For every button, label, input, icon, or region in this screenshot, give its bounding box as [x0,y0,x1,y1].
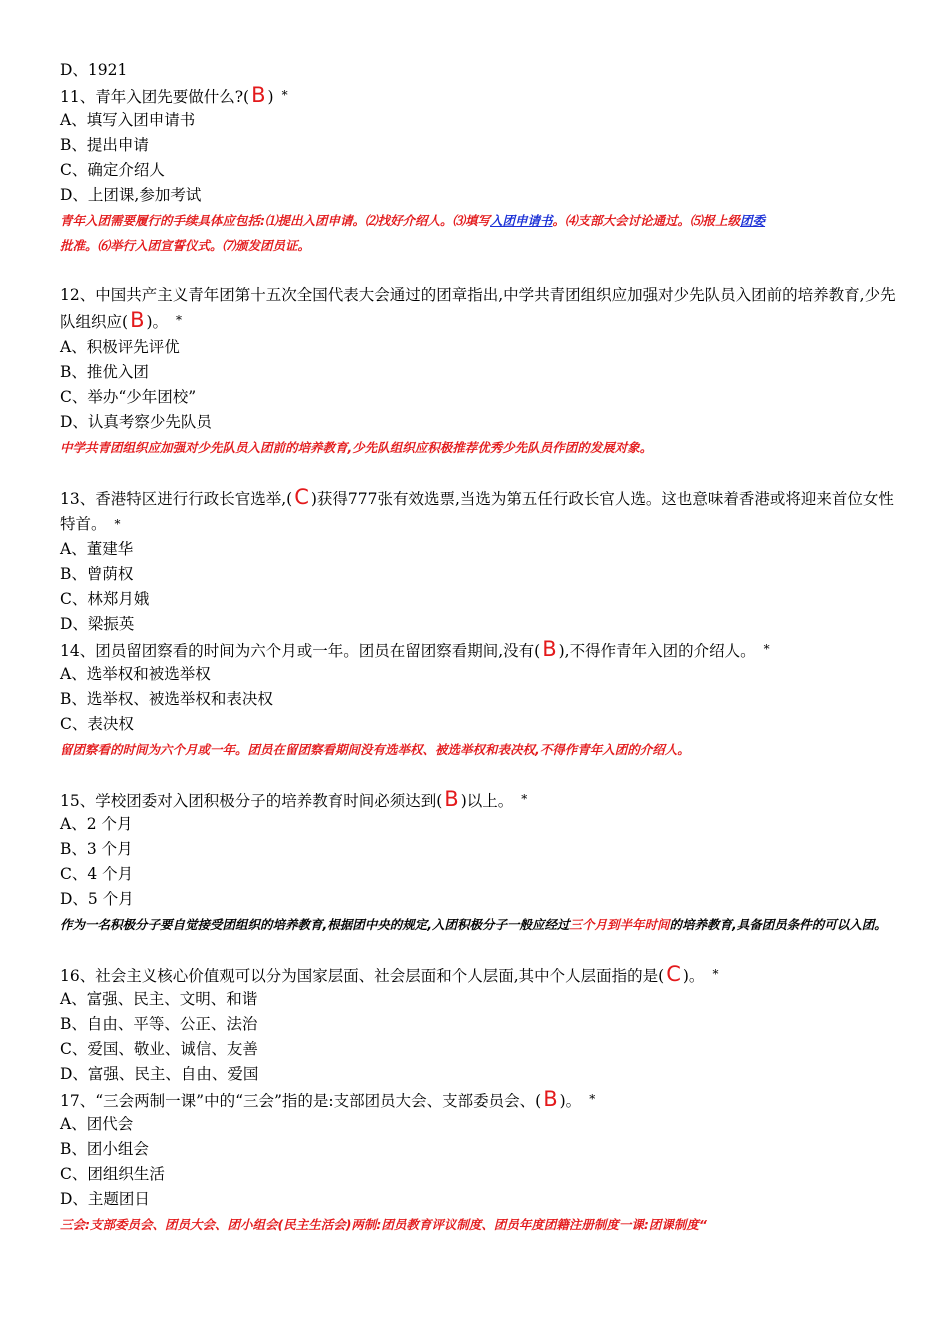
required-star: * [712,967,719,981]
q15-option-b: B、3 个月 [60,840,133,858]
note-text: 作为一名积极分子要自觉接受团组织的培养教育,根据团中央的规定,入团积极分子一般应经过 [60,917,570,932]
q13-option-d: D、梁振英 [60,615,135,633]
q17-option-d: D、主题团日 [60,1190,150,1208]
q12-option-a: A、积极评先评优 [60,338,180,356]
answer-mark: C [666,962,681,986]
question-text-end: )以上。 [460,792,514,810]
q14-explanation: 留团察看的时间为六个月或一年。团员在留团察看期间没有选举权、被选举权和表决权,不得作青年入团的介绍人。 [60,742,690,757]
q15-option-d: D、5 个月 [60,890,134,908]
required-star: * [176,313,183,327]
q11-option-a: A、填写入团申请书 [60,111,196,129]
required-star: * [114,517,121,531]
answer-mark: B [130,308,145,332]
answer-mark: C [294,485,309,509]
required-star: * [281,88,288,102]
question-text-end: )。 [146,313,169,331]
question-text-end: )。 [682,967,705,985]
q12-option-d: D、认真考察少先队员 [60,413,212,431]
required-star: * [521,792,528,806]
q11-option-b: B、提出申请 [60,136,149,154]
q15-explanation [60,912,900,937]
q14-stem [60,637,900,662]
q17-option-b: B、团小组会 [60,1140,149,1158]
q17-stem [60,1087,900,1112]
question-text: 16、社会主义核心价值观可以分为国家层面、社会层面和个人层面,其中个人层面指的是( [60,967,665,985]
question-text: 12、中国共产主义青年团第十五次全国代表大会通过的团章指出,中学共青团组织应加强对少先队员入团前的培养教育,少先队组织应( [60,286,896,331]
required-star: * [763,642,770,656]
q11-explanation [60,208,900,258]
link-application-form[interactable]: 入团申请书 [490,213,553,228]
note-text: 批准。⑹举行入团宣誓仪式。⑺颁发团员证。 [60,238,311,253]
q14-option-c: C、表决权 [60,715,134,733]
question-text: 11、青年入团先要做什么?( [60,88,250,106]
q15-option-a: A、2 个月 [60,815,133,833]
q12-option-b: B、推优入团 [60,363,149,381]
q16-stem [60,962,900,987]
q10-option-d: D、1921 [60,61,128,79]
link-league-committee[interactable]: 团委 [740,213,766,228]
question-text: 14、团员留团察看的时间为六个月或一年。团员在留团察看期间,没有( [60,642,541,660]
question-text: 15、学校团委对入团积极分子的培养教育时间必须达到( [60,792,443,810]
q12-stem [60,283,900,335]
q16-option-d: D、富强、民主、自由、爱国 [60,1065,259,1083]
q13-option-b: B、曾荫权 [60,565,134,583]
q13-stem [60,485,900,537]
q12-option-c: C、举办“少年团校” [60,388,197,406]
answer-mark: B [444,787,459,811]
q16-option-b: B、自由、平等、公正、法治 [60,1015,258,1033]
note-highlight: 三个月到半年时间 [569,917,670,932]
q13-option-c: C、林郑月娥 [60,590,150,608]
note-text: 青年入团需要履行的手续具体应包括:⑴提出入团申请。⑵找好介绍人。⑶填写 [60,213,491,228]
question-text-end: ) [267,88,274,106]
q16-option-a: A、富强、民主、文明、和谐 [60,990,258,1008]
q16-option-c: C、爱国、敬业、诚信、友善 [60,1040,258,1058]
q14-option-b: B、选举权、被选举权和表决权 [60,690,273,708]
answer-mark: B [251,83,266,107]
question-text: 17、“三会两制一课”中的“三会”指的是:支部团员大会、支部委员会、( [60,1092,542,1110]
q13-option-a: A、董建华 [60,540,134,558]
q11-option-c: C、确定介绍人 [60,161,165,179]
q15-option-c: C、4 个月 [60,865,134,883]
q15-stem [60,787,900,812]
answer-mark: B [543,1087,558,1111]
question-text: 13、香港特区进行行政长官选举,( [60,490,293,508]
note-text: 。⑷支部大会讨论通过。⑸报上级 [552,213,741,228]
answer-mark: B [542,637,557,661]
note-text: 的培养教育,具备团员条件的可以入团。 [669,917,887,932]
q14-option-a: A、选举权和被选举权 [60,665,211,683]
question-text-end: ),不得作青年入团的介绍人。 [558,642,756,660]
q17-option-c: C、团组织生活 [60,1165,165,1183]
question-text-end: )。 [559,1092,582,1110]
required-star: * [589,1092,596,1106]
document-page [60,58,900,1237]
q11-stem [60,83,900,108]
q12-explanation: 中学共青团组织应加强对少先队员入团前的培养教育,少先队组织应积极推荐优秀少先队员作团的发展对象。 [60,440,653,455]
question-text-end: )获得777张有效选票,当选为第五任行政长官人选。这也意味着香港或将迎来首位女性特首。 [60,490,894,533]
q17-option-a: A、团代会 [60,1115,134,1133]
q17-explanation: 三会:支部委员会、团员大会、团小组会(民主生活会)两制:团员教育评议制度、团员年度团籍注册制度一课:团课制度“ [60,1217,707,1232]
q11-option-d: D、上团课,参加考试 [60,186,202,204]
